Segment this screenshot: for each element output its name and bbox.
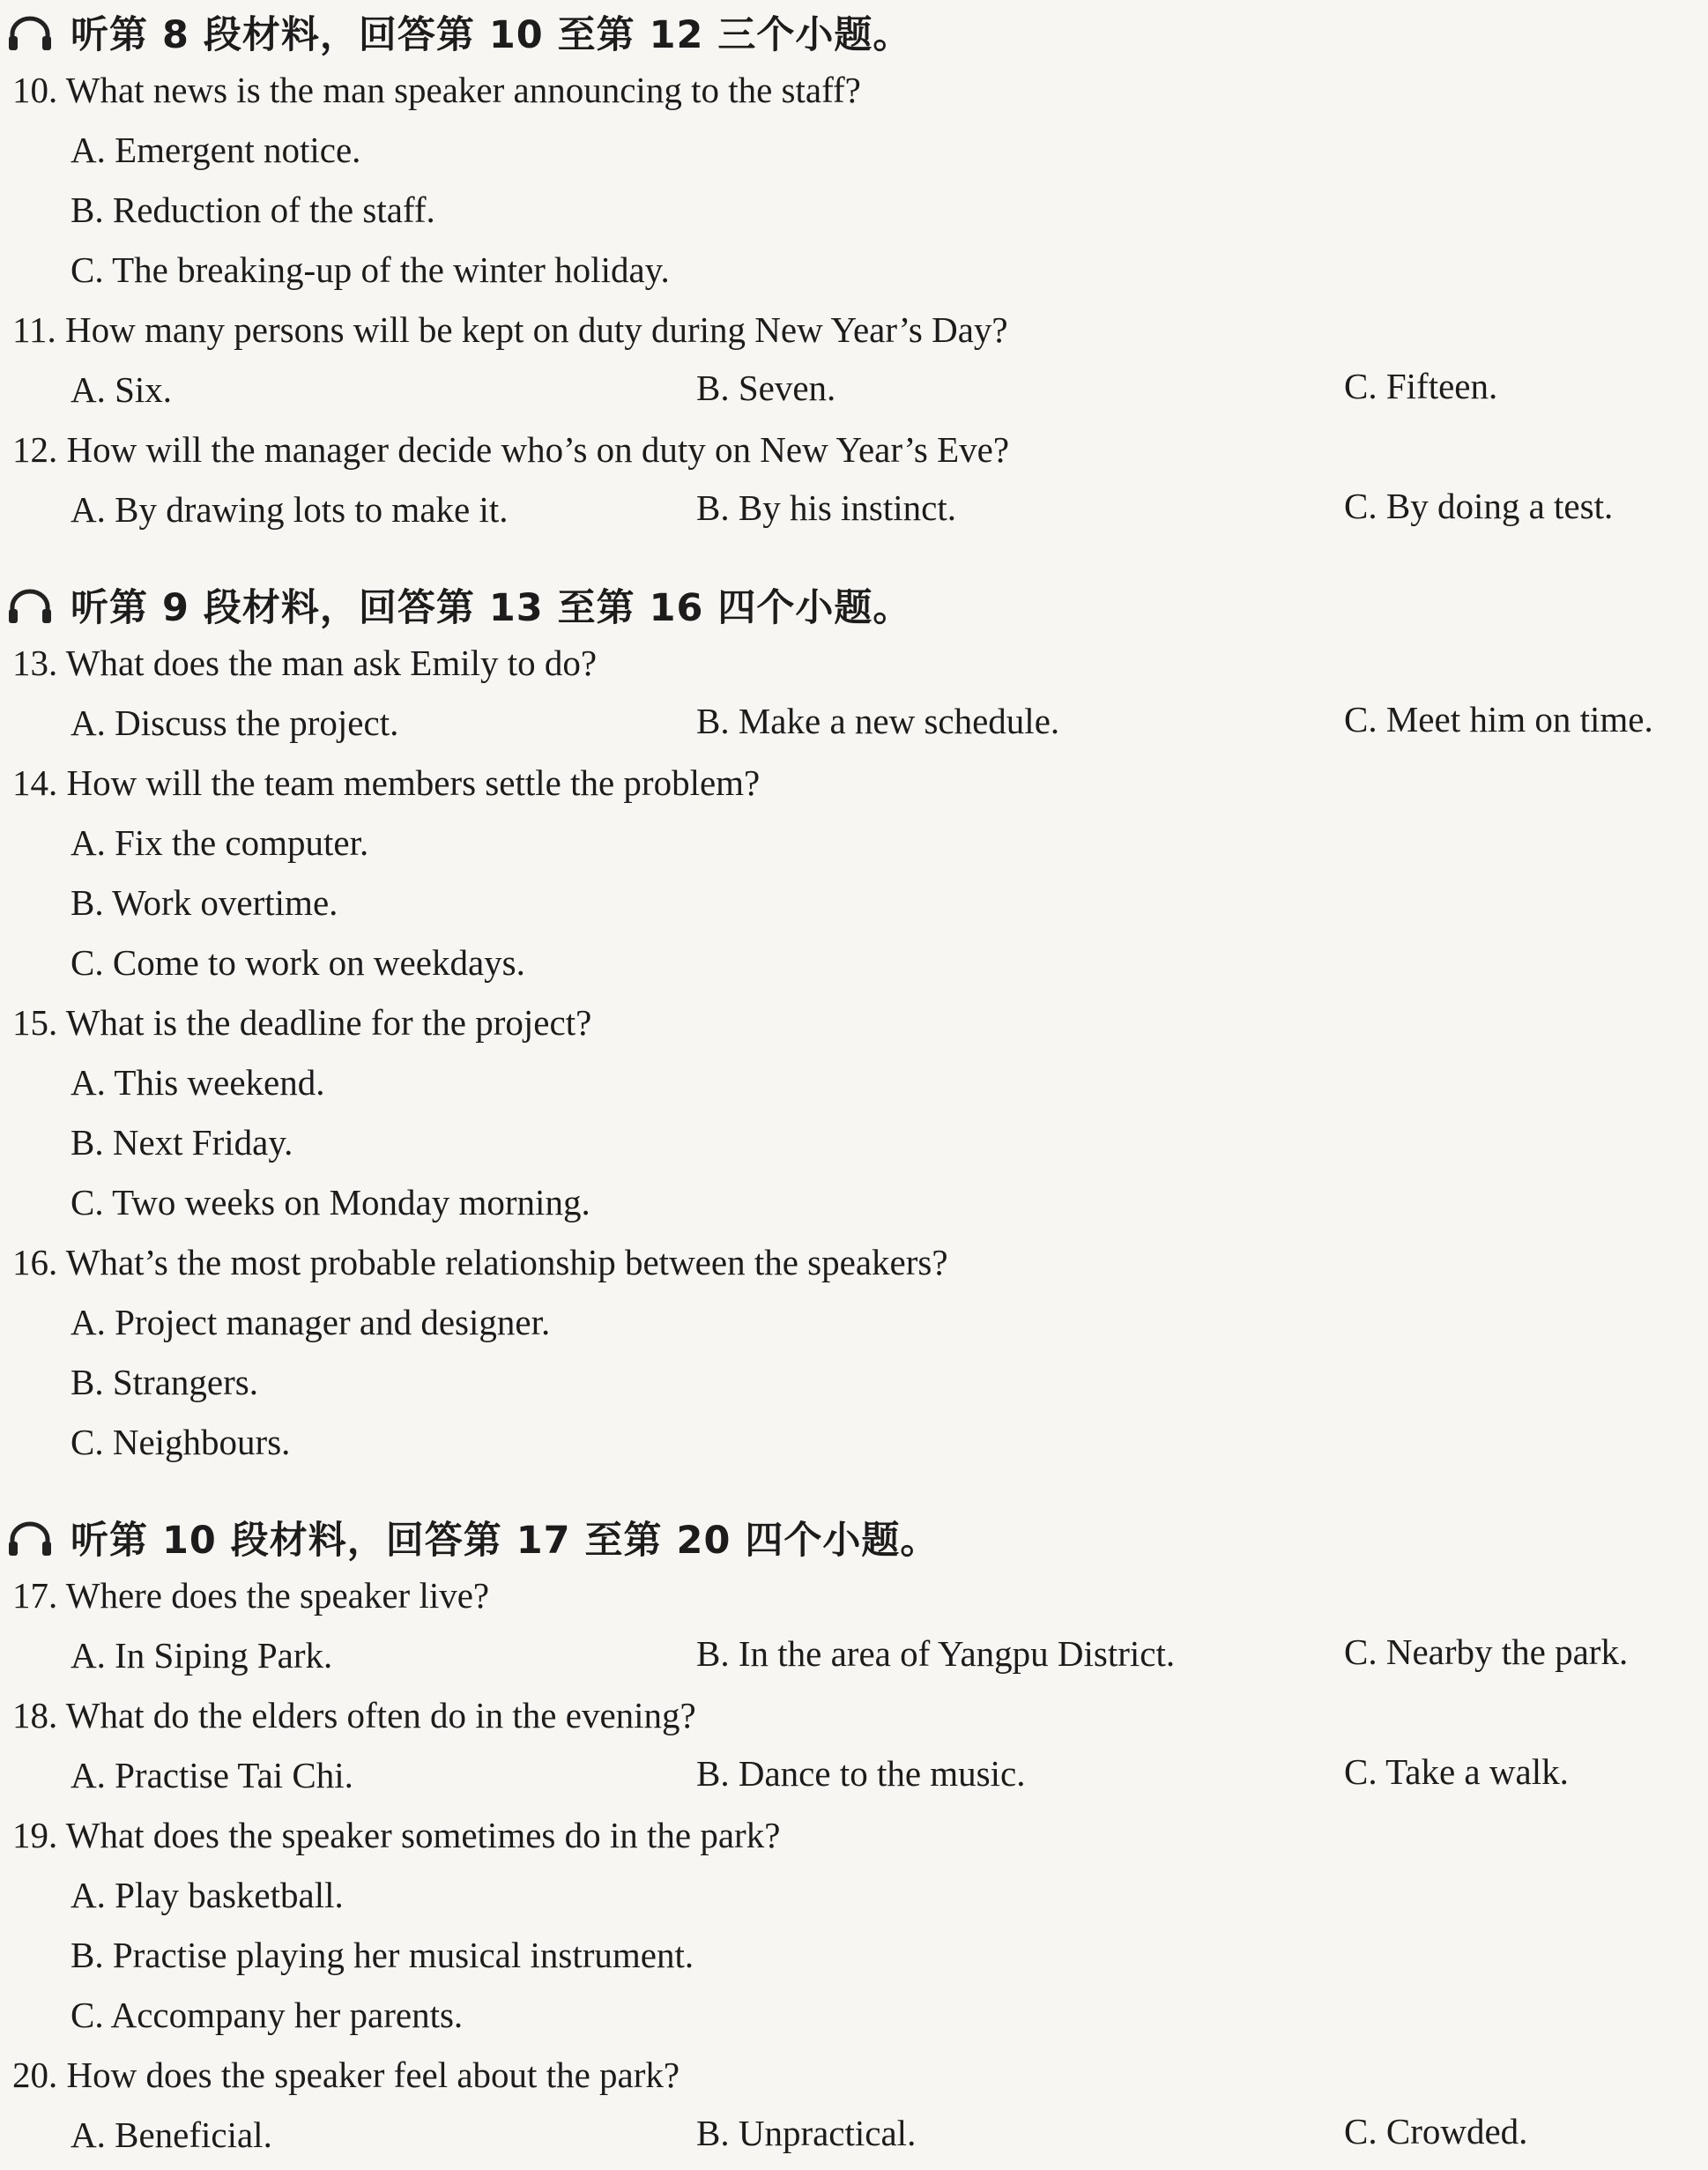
option-b: B. Unpractical. bbox=[696, 2113, 917, 2153]
section-header-text: 听第 8 段材料，回答第 10 至第 12 三个小题。 bbox=[71, 13, 912, 57]
option-b: B. In the area of Yangpu District. bbox=[696, 1633, 1176, 1674]
section-header-text: 听第 10 段材料，回答第 17 至第 20 四个小题。 bbox=[71, 1519, 939, 1563]
option-c: C. Fifteen. bbox=[1344, 366, 1498, 406]
section-header bbox=[7, 1511, 939, 1564]
option-a: A. In Siping Park. bbox=[71, 1635, 333, 1676]
headphones-icon bbox=[7, 1519, 53, 1557]
option-a: A. Project manager and designer. bbox=[71, 1302, 551, 1342]
question-15: 15. What is the deadline for the project? bbox=[12, 1002, 592, 1043]
option-a: A. This weekend. bbox=[71, 1062, 325, 1103]
option-b: B. Seven. bbox=[696, 368, 836, 408]
option-c: C. Meet him on time. bbox=[1344, 699, 1653, 739]
option-b: B. Reduction of the staff. bbox=[71, 190, 435, 230]
option-a: A. Play basketball. bbox=[71, 1875, 344, 1915]
question-18: 18. What do the elders often do in the evening? bbox=[12, 1695, 696, 1735]
option-b: B. Work overtime. bbox=[71, 882, 338, 923]
option-b: B. Dance to the music. bbox=[696, 1753, 1026, 1794]
option-c: C. Crowded. bbox=[1344, 2111, 1528, 2151]
option-a: A. Practise Tai Chi. bbox=[71, 1755, 353, 1795]
option-a: A. Six. bbox=[71, 369, 173, 410]
option-c: C. Take a walk. bbox=[1344, 1751, 1569, 1792]
option-b: B. Make a new schedule. bbox=[696, 701, 1060, 741]
option-c: C. Neighbours. bbox=[71, 1422, 291, 1462]
option-c: C. Accompany her parents. bbox=[71, 1995, 464, 2035]
option-b: B. Next Friday. bbox=[71, 1122, 293, 1163]
option-b: B. By his instinct. bbox=[696, 487, 957, 528]
option-a: A. Emergent notice. bbox=[71, 130, 361, 170]
section-header bbox=[7, 5, 911, 59]
section-header-text: 听第 9 段材料，回答第 13 至第 16 四个小题。 bbox=[71, 586, 912, 630]
option-c: C. Nearby the park. bbox=[1344, 1631, 1629, 1672]
option-c: C. Two weeks on Monday morning. bbox=[71, 1182, 590, 1222]
option-b: B. Practise playing her musical instrument. bbox=[71, 1935, 694, 1975]
option-a: A. By drawing lots to make it. bbox=[71, 489, 509, 530]
option-a: A. Discuss the project. bbox=[71, 702, 399, 743]
question-17: 17. Where does the speaker live? bbox=[12, 1575, 490, 1616]
option-b: B. Strangers. bbox=[71, 1362, 258, 1402]
question-20: 20. How does the speaker feel about the park? bbox=[12, 2055, 680, 2095]
question-16: 16. What’s the most probable relationship between the speakers? bbox=[12, 1242, 948, 1282]
option-c: C. The breaking-up of the winter holiday. bbox=[71, 249, 670, 290]
headphones-icon bbox=[7, 13, 53, 52]
question-12: 12. How will the manager decide who’s on duty on New Year’s Eve? bbox=[12, 429, 1010, 470]
question-14: 14. How will the team members settle the problem? bbox=[12, 762, 761, 803]
question-19: 19. What does the speaker sometimes do in the park? bbox=[12, 1815, 781, 1855]
question-13: 13. What does the man ask Emily to do? bbox=[12, 643, 598, 683]
headphones-icon bbox=[7, 586, 53, 625]
option-c: C. By doing a test. bbox=[1344, 486, 1614, 526]
option-a: A. Beneficial. bbox=[71, 2114, 272, 2155]
question-11: 11. How many persons will be kept on duty during New Year’s Day? bbox=[12, 309, 1008, 350]
section-header bbox=[7, 578, 911, 632]
option-c: C. Come to work on weekdays. bbox=[71, 942, 525, 983]
option-a: A. Fix the computer. bbox=[71, 822, 369, 863]
question-10: 10. What news is the man speaker announcing to the staff? bbox=[12, 70, 861, 110]
